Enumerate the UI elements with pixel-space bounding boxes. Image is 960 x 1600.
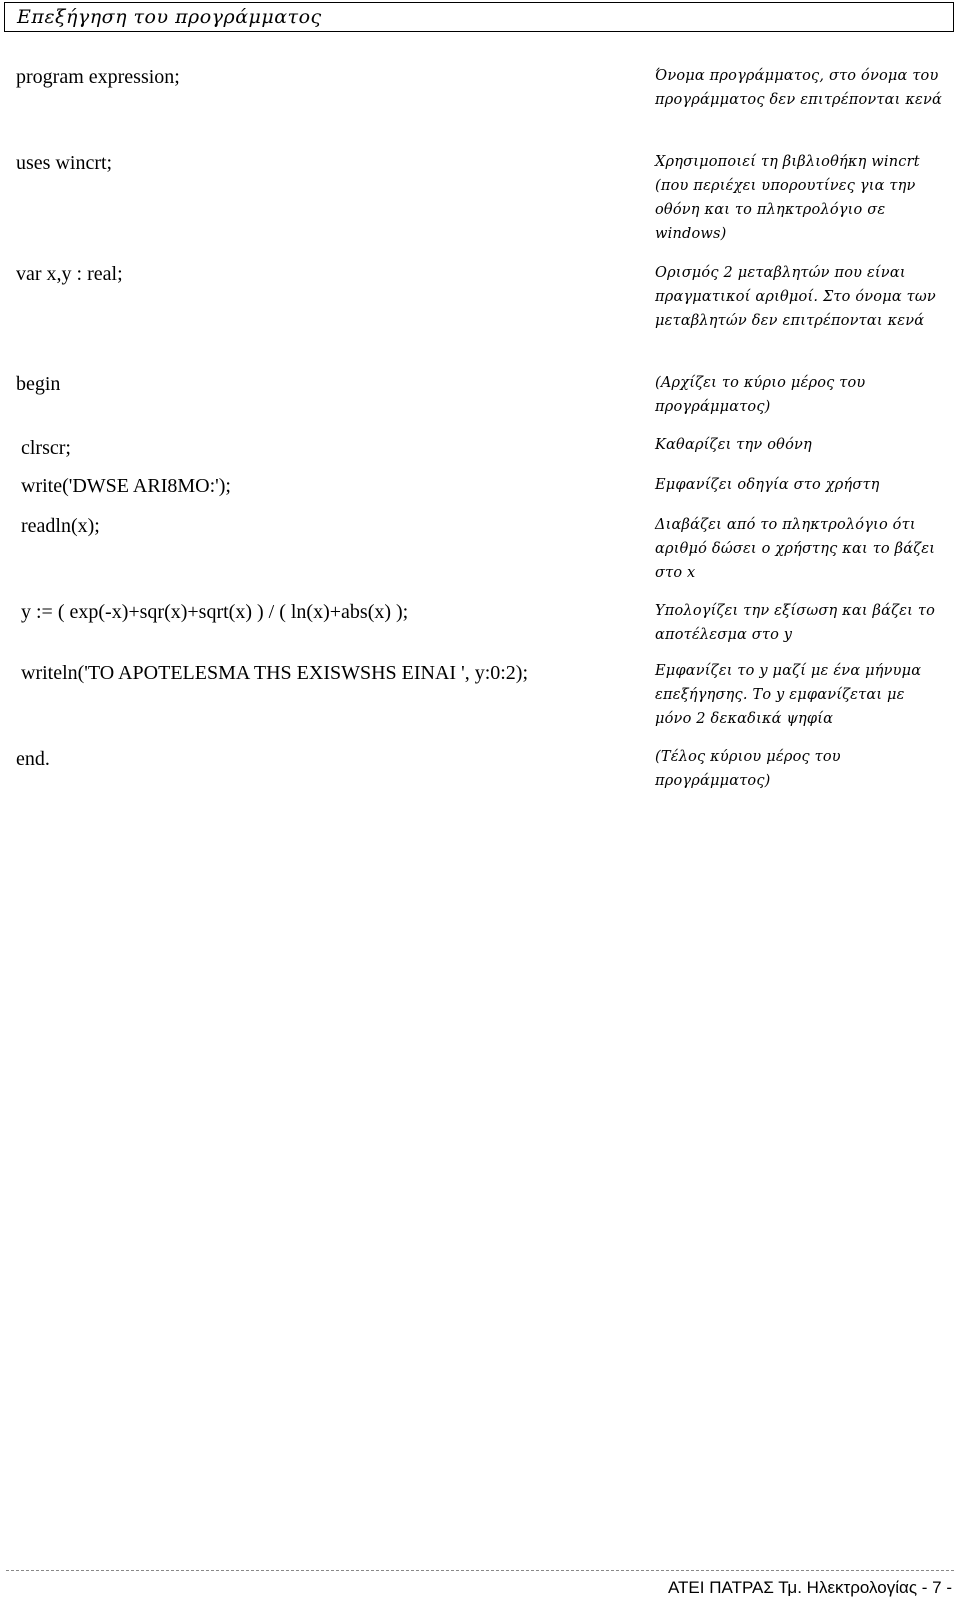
code-line-program: program expression; bbox=[16, 66, 180, 88]
code-line-end: end. bbox=[16, 748, 50, 770]
comment-begin: (Αρχίζει το κύριο μέρος του προγράμματος) bbox=[655, 375, 866, 415]
comment-uses: Χρησιμοποιεί τη βιβλιοθήκη wincrt (που περιέχει υπορουτίνες για την οθόνη και το πληκτρολόγιο σε windows) bbox=[655, 154, 920, 242]
page-title: Επεξήγηση του προγράμματος bbox=[17, 6, 322, 28]
footer-divider bbox=[6, 1570, 954, 1571]
comment-write: Εμφανίζει οδηγία στο χρήστη bbox=[655, 477, 880, 493]
code-line-assignment: y := ( exp(-x)+sqr(x)+sqrt(x) ) / ( ln(x)+abs(x) ); bbox=[21, 601, 409, 623]
code-line-uses: uses wincrt; bbox=[16, 152, 113, 174]
code-line-var: var x,y : real; bbox=[16, 263, 123, 285]
comment-var: Ορισμός 2 μεταβλητών που είναι πραγματικοί αριθμοί. Στο όνομα των μεταβλητών δεν επιτρέπονται κενά bbox=[655, 265, 936, 329]
header-box bbox=[4, 2, 954, 32]
page-footer: ΑΤΕΙ ΠΑΤΡΑΣ Τμ. Ηλεκτρολογίας - 7 - bbox=[667, 1578, 952, 1597]
comment-assignment: Υπολογίζει την εξίσωση και βάζει το αποτέλεσμα στο y bbox=[655, 603, 935, 643]
code-line-readln: readln(x); bbox=[21, 515, 100, 537]
code-line-clrscr: clrscr; bbox=[21, 437, 71, 459]
comment-writeln: Εμφανίζει το y μαζί με ένα μήνυμα επεξήγησης. Το y εμφανίζεται με μόνο 2 δεκαδικά ψηφία bbox=[655, 663, 922, 727]
code-line-write: write('DWSE ARI8MO:'); bbox=[21, 475, 231, 497]
comment-program: Όνομα προγράμματος, στο όνομα του προγράμματος δεν επιτρέπονται κενά bbox=[655, 68, 943, 108]
comment-end: (Τέλος κύριου μέρος του προγράμματος) bbox=[655, 749, 841, 789]
code-line-begin: begin bbox=[16, 373, 61, 395]
comment-clrscr: Καθαρίζει την οθόνη bbox=[655, 437, 812, 453]
comment-readln: Διαβάζει από το πληκτρολόγιο ότι αριθμό δώσει ο χρήστης και το βάζει στο x bbox=[655, 517, 936, 581]
code-line-writeln: writeln('TO APOTELESMA THS EXISWSHS EINAI ', y:0:2); bbox=[21, 662, 529, 684]
